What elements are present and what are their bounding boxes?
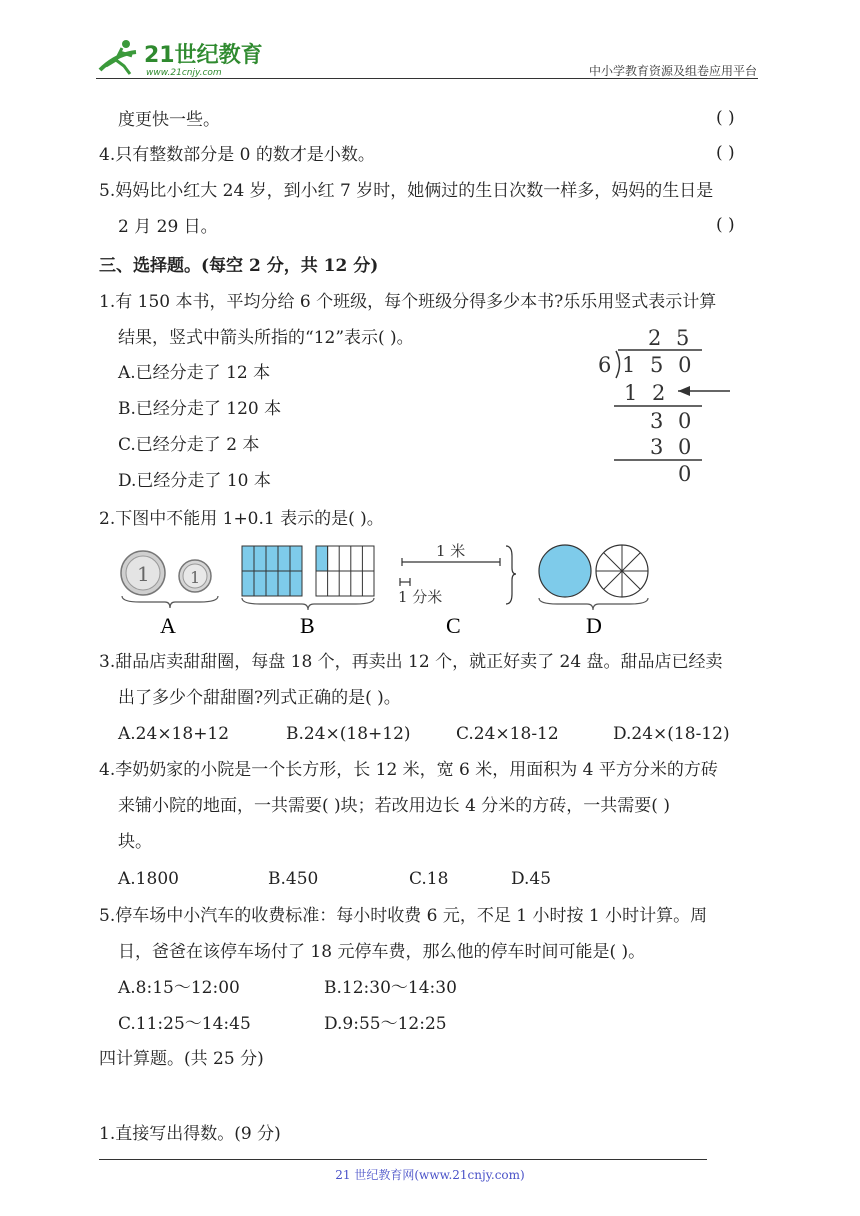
division-remainder: 0 — [678, 462, 692, 486]
section-4-title: 四计算题。(共 25 分) — [99, 1049, 264, 1069]
division-step2: 3 0 — [650, 409, 696, 433]
choice-q1-line1: 1.有 150 本书，平均分给 6 个班级，每个班级分得多少本书?乐乐用竖式表示计算 — [99, 292, 717, 312]
choice-q5-option-a[interactable]: A.8:15～12:00 — [118, 978, 240, 998]
footer-link[interactable]: 21 世纪教育网(www.21cnjy.com) — [335, 1168, 525, 1182]
svg-text:21世纪教育: 21世纪教育 — [144, 43, 263, 68]
choice-q4-option-d[interactable]: D.45 — [511, 869, 552, 889]
choice-q1-option-a[interactable]: A.已经分走了 12 本 — [118, 363, 271, 383]
answer-blank[interactable]: ( ) — [716, 215, 735, 235]
header-platform-text: 中小学教育资源及组卷应用平台 — [588, 64, 757, 78]
judge-q5-line2: 2 月 29 日。 — [118, 217, 218, 237]
choice-q1-line2: 结果，竖式中箭头所指的“12”表示( )。 — [118, 328, 414, 348]
choice-q4-line2: 来铺小院的地面，一共需要( )块；若改用边长 4 分米的方砖，一共需要( ) — [118, 796, 670, 816]
figure-label-c: C — [446, 613, 461, 638]
svg-text:1 分米: 1 分米 — [398, 588, 443, 606]
division-quotient: 2 5 — [648, 326, 694, 350]
figure-a-coins — [121, 551, 218, 608]
arrow-left-icon — [678, 386, 690, 396]
division-step1: 1 2 — [624, 381, 670, 405]
choice-q3-option-c[interactable]: C.24×18-12 — [456, 724, 559, 744]
choice-q5-line2: 日，爸爸在该停车场付了 18 元停车费，那么他的停车时间可能是( )。 — [118, 942, 646, 962]
judge-q5-line1: 5.妈妈比小红大 24 岁，到小红 7 岁时，她俩过的生日次数一样多，妈妈的生日是 — [99, 181, 714, 201]
svg-text:1 米: 1 米 — [436, 542, 466, 560]
svg-text:1: 1 — [137, 562, 150, 586]
choice-q3-line1: 3.甜品店卖甜甜圈，每盘 18 个，再卖出 12 个，就正好卖了 24 盘。甜品店已经卖 — [99, 652, 723, 672]
svg-text:1: 1 — [190, 568, 201, 587]
figure-label-a: A — [160, 613, 176, 638]
division-dividend: 1 5 0 — [622, 353, 696, 377]
choice-q1-option-d[interactable]: D.已经分走了 10 本 — [118, 471, 271, 491]
choice-q5-option-b[interactable]: B.12:30～14:30 — [324, 978, 457, 998]
choice-q1-option-c[interactable]: C.已经分走了 2 本 — [118, 435, 260, 455]
choice-q4-option-c[interactable]: C.18 — [409, 869, 449, 889]
choice-q5-option-d[interactable]: D.9:55～12:25 — [324, 1014, 447, 1034]
choice-q4-line3: 块。 — [118, 832, 152, 852]
choice-q3-option-b[interactable]: B.24×(18+12) — [286, 724, 411, 744]
figure-label-d: D — [586, 613, 602, 638]
figure-d-circles — [539, 545, 648, 610]
figure-label-b: B — [300, 613, 315, 638]
choice-q4-line1: 4.李奶奶家的小院是一个长方形，长 12 米，宽 6 米，用面积为 4 平方分米的方砖 — [99, 760, 718, 780]
footer-divider — [99, 1159, 707, 1160]
choice-q1-option-b[interactable]: B.已经分走了 120 本 — [118, 399, 282, 419]
section-3-title: 三、选择题。(每空 2 分，共 12 分) — [99, 256, 379, 276]
site-logo — [96, 36, 266, 80]
figure-b-grids — [242, 546, 374, 610]
q2-figures — [110, 538, 660, 638]
division-step3: 3 0 — [650, 435, 696, 459]
choice-q3-line2: 出了多少个甜甜圈?列式正确的是( )。 — [118, 688, 401, 708]
svg-text:www.21cnjy.com: www.21cnjy.com — [146, 68, 222, 78]
figure-c-lengths — [398, 542, 516, 606]
calc-q1: 1.直接写出得数。(9 分) — [99, 1124, 281, 1144]
choice-q4-option-b[interactable]: B.450 — [268, 869, 319, 889]
judge-q3-continuation: 度更快一些。 — [118, 110, 220, 130]
division-divisor: 6 — [598, 353, 612, 377]
choice-q5-line1: 5.停车场中小汽车的收费标准：每小时收费 6 元，不足 1 小时按 1 小时计算。周 — [99, 906, 708, 926]
choice-q3-option-d[interactable]: D.24×(18-12) — [613, 724, 730, 744]
choice-q3-option-a[interactable]: A.24×18+12 — [118, 724, 230, 744]
judge-q4: 4.只有整数部分是 0 的数才是小数。 — [99, 145, 375, 165]
answer-blank[interactable]: ( ) — [716, 108, 735, 128]
answer-blank[interactable]: ( ) — [716, 143, 735, 163]
header-divider — [96, 78, 758, 79]
choice-q5-option-c[interactable]: C.11:25～14:45 — [118, 1014, 251, 1034]
long-division-figure — [590, 318, 740, 488]
choice-q2-line1: 2.下图中不能用 1+0.1 表示的是( )。 — [99, 509, 384, 529]
choice-q4-option-a[interactable]: A.1800 — [118, 869, 179, 889]
